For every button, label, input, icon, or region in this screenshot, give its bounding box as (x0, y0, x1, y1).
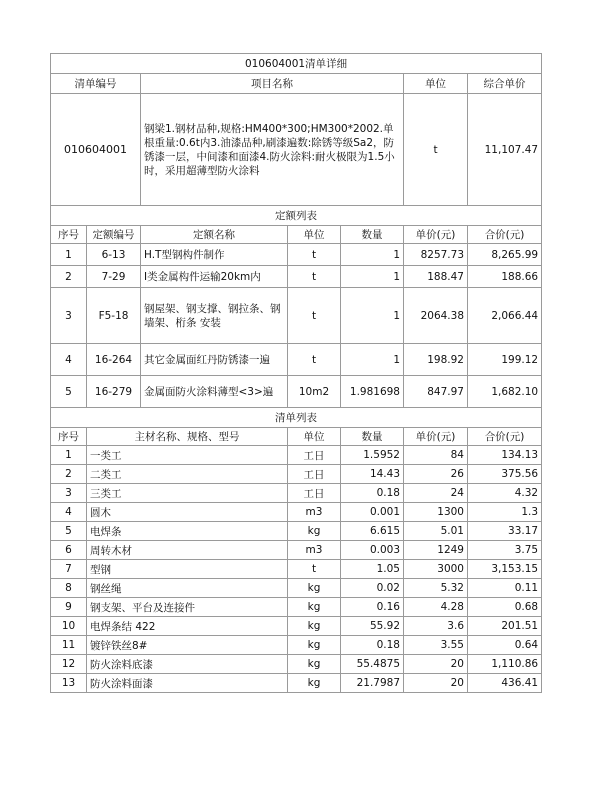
quota-total: 188.66 (468, 266, 542, 288)
quota-unit: t (288, 244, 341, 266)
material-qty: 0.16 (341, 598, 404, 617)
material-name: 三类工 (87, 484, 288, 503)
quota-code: 16-264 (87, 344, 141, 376)
material-qty: 0.18 (341, 636, 404, 655)
material-qty: 0.003 (341, 541, 404, 560)
quota-total: 8,265.99 (468, 244, 542, 266)
material-name: 圆木 (87, 503, 288, 522)
quota-total: 1,682.10 (468, 376, 542, 408)
quota-seq: 1 (51, 244, 87, 266)
material-seq: 9 (51, 598, 87, 617)
header-composite-price: 综合单价 (468, 74, 542, 94)
material-qty: 0.001 (341, 503, 404, 522)
material-total: 33.17 (468, 522, 542, 541)
quota-qty: 1 (341, 288, 404, 344)
quota-seq: 2 (51, 266, 87, 288)
material-unit: kg (288, 579, 341, 598)
material-seq: 2 (51, 465, 87, 484)
material-name: 型钢 (87, 560, 288, 579)
material-unit-price: 84 (404, 446, 468, 465)
material-row (51, 503, 542, 522)
quota-name: 钢屋架、钢支撑、钢拉条、钢墙架、桁条 安装 (141, 288, 288, 344)
quota-qty: 1 (341, 266, 404, 288)
material-name: 钢丝绳 (87, 579, 288, 598)
material-row (51, 484, 542, 503)
material-qty: 55.92 (341, 617, 404, 636)
material-row (51, 598, 542, 617)
material-seq: 12 (51, 655, 87, 674)
material-total: 1,110.86 (468, 655, 542, 674)
material-row (51, 560, 542, 579)
material-unit: kg (288, 636, 341, 655)
quota-header-total: 合价(元) (468, 226, 542, 244)
quota-unit: t (288, 288, 341, 344)
material-row (51, 655, 542, 674)
material-total: 3,153.15 (468, 560, 542, 579)
quota-total: 2,066.44 (468, 288, 542, 344)
material-qty: 14.43 (341, 465, 404, 484)
material-qty: 21.7987 (341, 674, 404, 693)
material-seq: 5 (51, 522, 87, 541)
quota-unit-price: 8257.73 (404, 244, 468, 266)
material-qty: 0.02 (341, 579, 404, 598)
quota-section-title: 定额列表 (51, 206, 542, 226)
material-row (51, 522, 542, 541)
material-seq: 7 (51, 560, 87, 579)
materials-header-total: 合价(元) (468, 428, 542, 446)
material-total: 201.51 (468, 617, 542, 636)
material-total: 0.68 (468, 598, 542, 617)
quota-total: 199.12 (468, 344, 542, 376)
material-qty: 1.05 (341, 560, 404, 579)
bill-composite-price: 11,107.47 (468, 94, 542, 206)
material-row (51, 541, 542, 560)
material-unit: t (288, 560, 341, 579)
bill-description: 钢梁1.钢材品种,规格:HM400*300;HM300*2002.单根重量:0.6t内3.油漆品种,刷漆遍数:除锈等级Sa2，防锈漆一层，中间漆和面漆4.防火涂料:耐火极限为1.5小时，采用超薄型防火涂料 (141, 94, 404, 206)
material-unit: 工日 (288, 484, 341, 503)
material-total: 1.3 (468, 503, 542, 522)
material-unit: kg (288, 655, 341, 674)
quota-header-code: 定额编号 (87, 226, 141, 244)
material-unit-price: 4.28 (404, 598, 468, 617)
quota-qty: 1.981698 (341, 376, 404, 408)
quota-seq: 3 (51, 288, 87, 344)
material-qty: 55.4875 (341, 655, 404, 674)
material-total: 0.11 (468, 579, 542, 598)
material-qty: 1.5952 (341, 446, 404, 465)
material-unit-price: 5.01 (404, 522, 468, 541)
material-unit-price: 20 (404, 674, 468, 693)
material-qty: 0.18 (341, 484, 404, 503)
material-seq: 4 (51, 503, 87, 522)
material-name: 钢支架、平台及连接件 (87, 598, 288, 617)
quota-name: 金属面防火涂料薄型<3>遍 (141, 376, 288, 408)
quota-code: F5-18 (87, 288, 141, 344)
quota-name: 其它金属面红丹防锈漆一遍 (141, 344, 288, 376)
material-unit: 工日 (288, 446, 341, 465)
material-name: 防火涂料底漆 (87, 655, 288, 674)
material-seq: 1 (51, 446, 87, 465)
quota-unit-price: 847.97 (404, 376, 468, 408)
quota-unit: t (288, 344, 341, 376)
header-bill-code: 清单编号 (51, 74, 141, 94)
material-seq: 13 (51, 674, 87, 693)
quota-qty: 1 (341, 344, 404, 376)
quota-header-qty: 数量 (341, 226, 404, 244)
material-row (51, 617, 542, 636)
quota-seq: 4 (51, 344, 87, 376)
bill-detail-table (50, 53, 542, 693)
material-total: 375.56 (468, 465, 542, 484)
material-total: 0.64 (468, 636, 542, 655)
quota-qty: 1 (341, 244, 404, 266)
material-seq: 3 (51, 484, 87, 503)
bill-code: 010604001 (51, 94, 141, 206)
material-unit-price: 1249 (404, 541, 468, 560)
material-total: 4.32 (468, 484, 542, 503)
material-unit-price: 5.32 (404, 579, 468, 598)
material-total: 3.75 (468, 541, 542, 560)
material-unit: kg (288, 674, 341, 693)
material-seq: 11 (51, 636, 87, 655)
materials-header-unit: 单位 (288, 428, 341, 446)
quota-unit-price: 188.47 (404, 266, 468, 288)
material-name: 电焊条 (87, 522, 288, 541)
header-unit: 单位 (404, 74, 468, 94)
table-title: 010604001清单详细 (51, 54, 542, 74)
material-seq: 10 (51, 617, 87, 636)
quota-row (51, 266, 542, 288)
material-row (51, 446, 542, 465)
material-name: 一类工 (87, 446, 288, 465)
material-name: 镀锌铁丝8# (87, 636, 288, 655)
material-total: 134.13 (468, 446, 542, 465)
header-item-name: 项目名称 (141, 74, 404, 94)
quota-header-unit-price: 单价(元) (404, 226, 468, 244)
quota-seq: 5 (51, 376, 87, 408)
quota-header-name: 定额名称 (141, 226, 288, 244)
material-row (51, 465, 542, 484)
material-unit: kg (288, 617, 341, 636)
quota-code: 7-29 (87, 266, 141, 288)
quota-unit: t (288, 266, 341, 288)
material-row (51, 579, 542, 598)
quota-row (51, 376, 542, 408)
material-unit-price: 20 (404, 655, 468, 674)
material-unit: kg (288, 598, 341, 617)
quota-unit: 10m2 (288, 376, 341, 408)
material-unit: kg (288, 522, 341, 541)
quota-code: 6-13 (87, 244, 141, 266)
quota-header-seq: 序号 (51, 226, 87, 244)
material-unit-price: 3.55 (404, 636, 468, 655)
materials-section-title: 清单列表 (51, 408, 542, 428)
material-unit-price: 26 (404, 465, 468, 484)
material-name: 二类工 (87, 465, 288, 484)
material-seq: 8 (51, 579, 87, 598)
quota-unit-price: 198.92 (404, 344, 468, 376)
material-unit-price: 3000 (404, 560, 468, 579)
bill-unit: t (404, 94, 468, 206)
material-seq: 6 (51, 541, 87, 560)
quota-row (51, 288, 542, 344)
material-name: 周转木材 (87, 541, 288, 560)
material-unit: m3 (288, 541, 341, 560)
quota-code: 16-279 (87, 376, 141, 408)
material-unit-price: 3.6 (404, 617, 468, 636)
material-total: 436.41 (468, 674, 542, 693)
material-qty: 6.615 (341, 522, 404, 541)
material-unit-price: 24 (404, 484, 468, 503)
material-unit: 工日 (288, 465, 341, 484)
material-unit-price: 1300 (404, 503, 468, 522)
quota-header-unit: 单位 (288, 226, 341, 244)
quota-row (51, 244, 542, 266)
materials-header-qty: 数量 (341, 428, 404, 446)
materials-header-seq: 序号 (51, 428, 87, 446)
quota-row (51, 344, 542, 376)
quota-name: H.T型钢构件制作 (141, 244, 288, 266)
material-name: 防火涂料面漆 (87, 674, 288, 693)
quota-name: Ⅰ类金属构件运输20km内 (141, 266, 288, 288)
material-name: 电焊条结 422 (87, 617, 288, 636)
quota-unit-price: 2064.38 (404, 288, 468, 344)
materials-header-name: 主材名称、规格、型号 (87, 428, 288, 446)
materials-header-unit-price: 单价(元) (404, 428, 468, 446)
material-unit: m3 (288, 503, 341, 522)
material-row (51, 636, 542, 655)
material-row (51, 674, 542, 693)
